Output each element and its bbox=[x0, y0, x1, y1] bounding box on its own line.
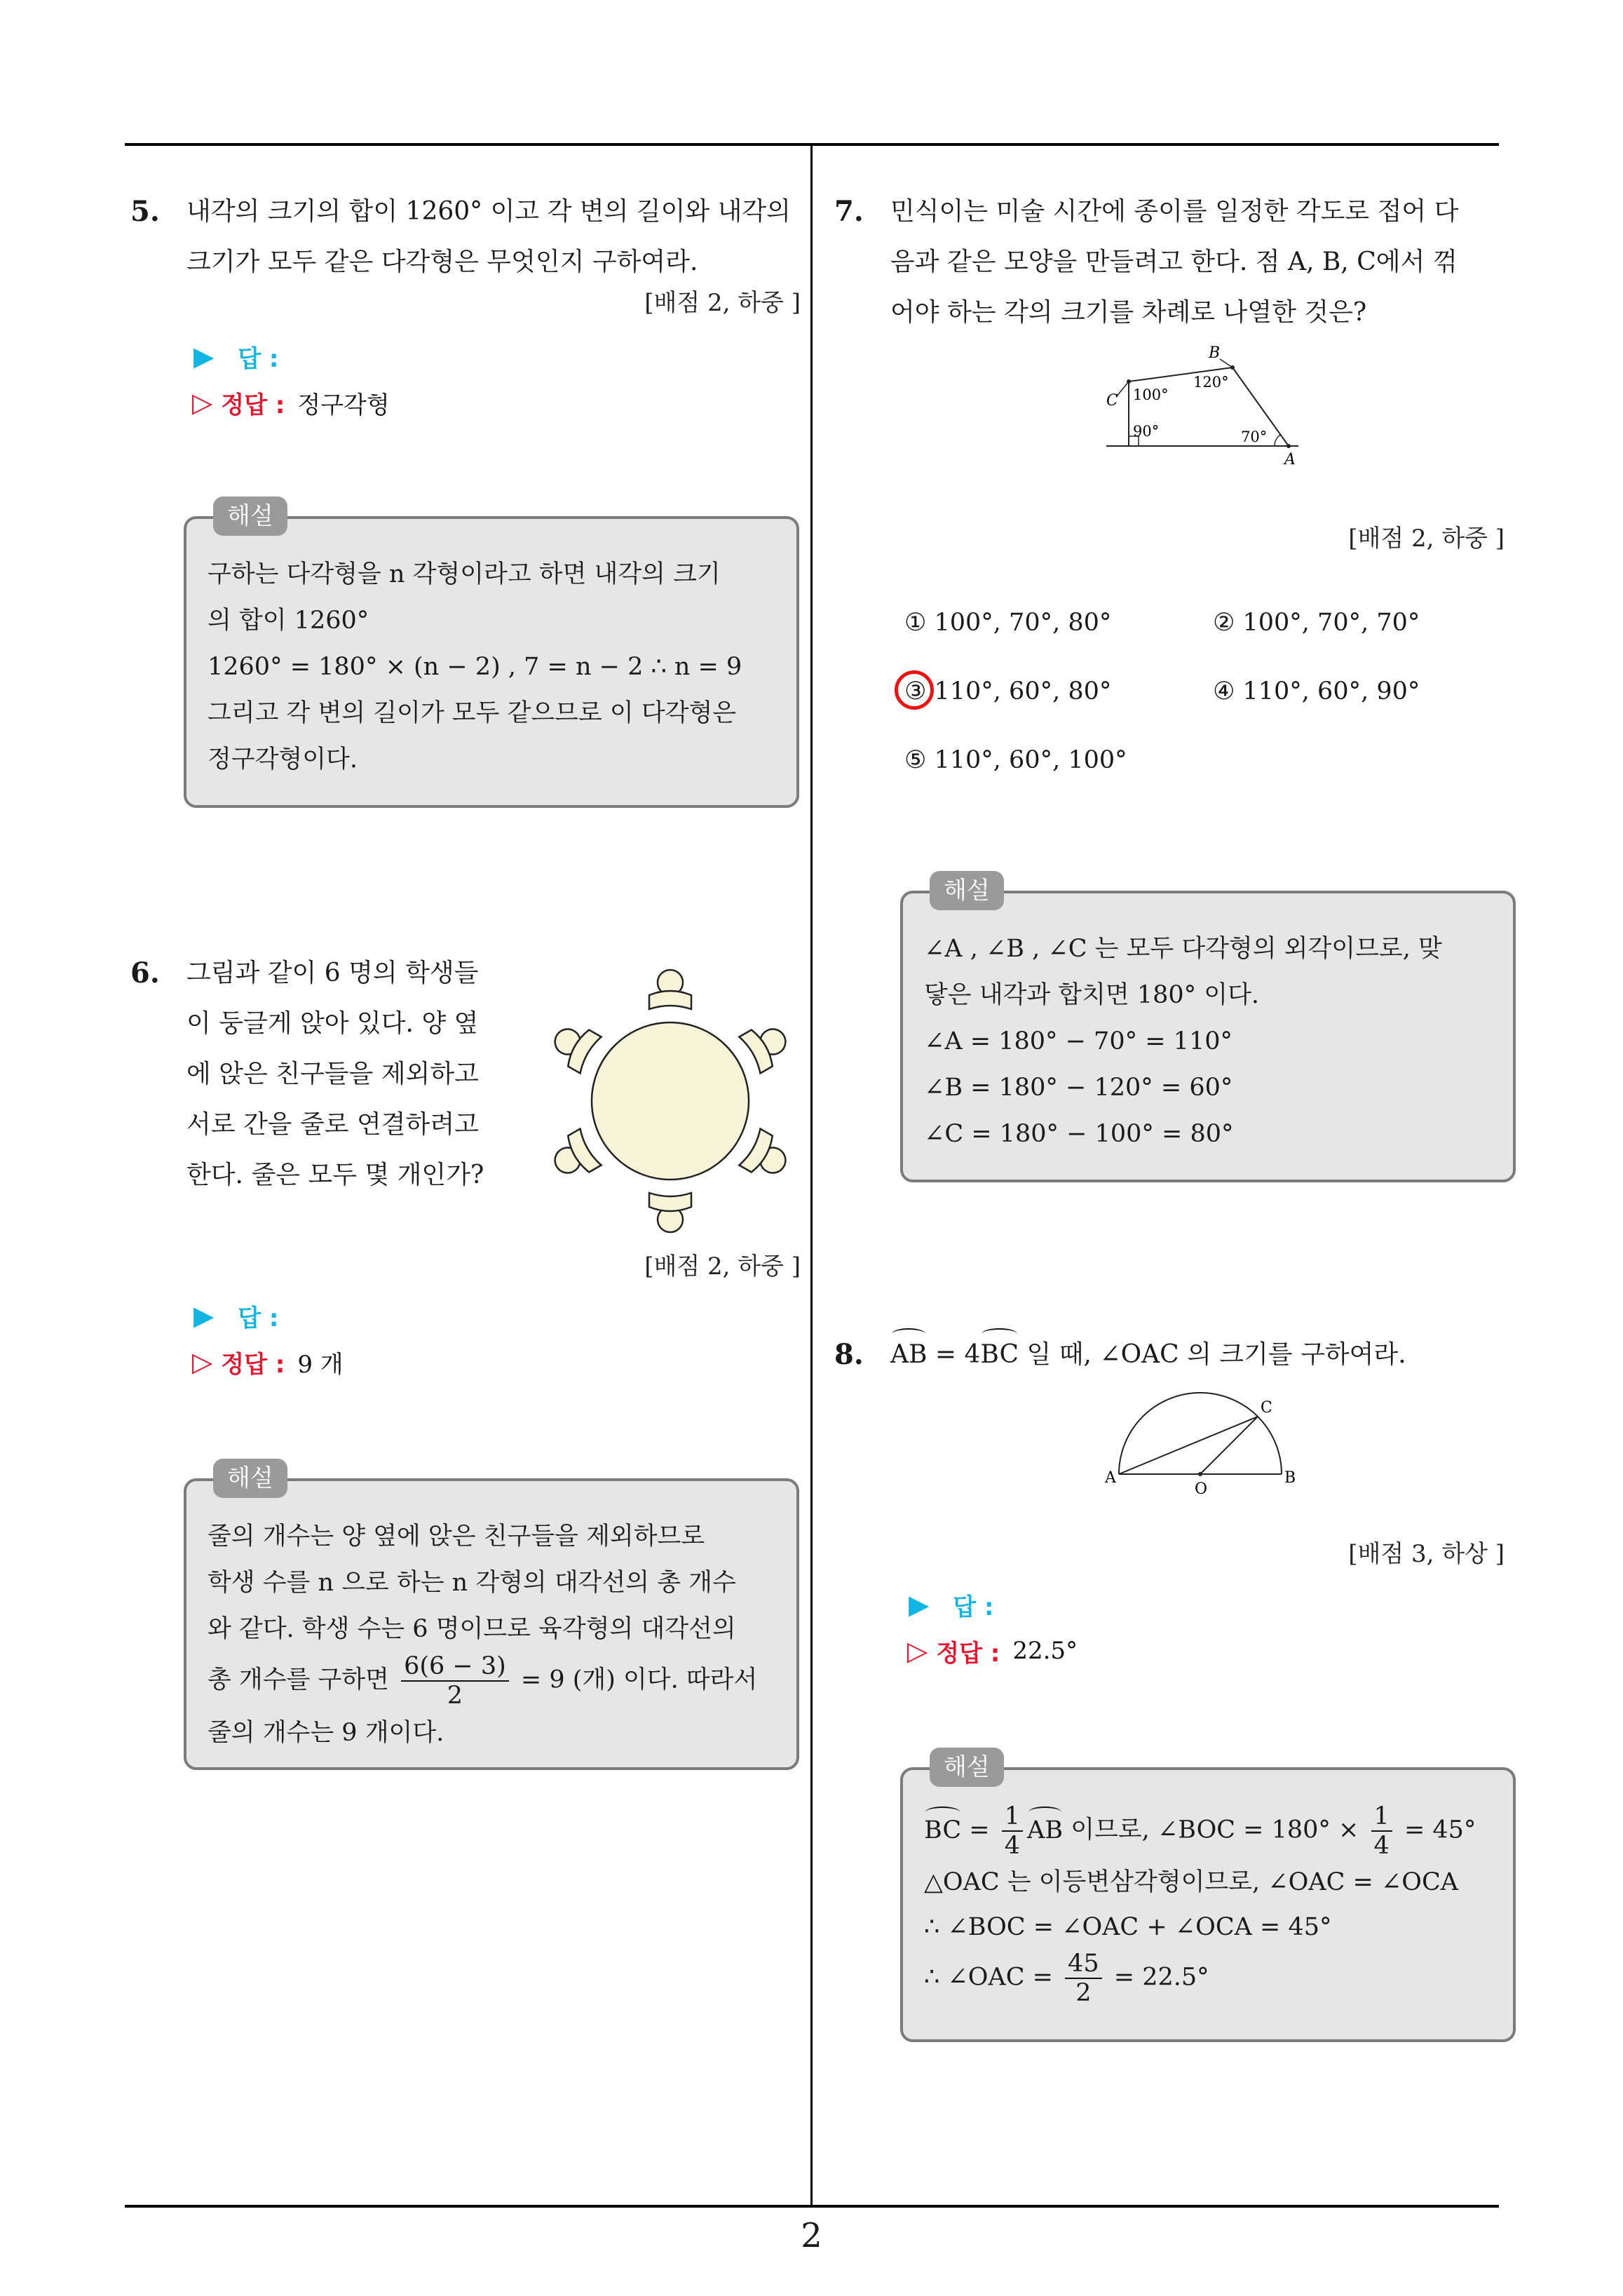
explanation-line: ∴ ∠BOC = ∠OAC + ∠OCA = 45° bbox=[924, 1913, 1332, 1941]
explanation-text: = 22.5° bbox=[1113, 1963, 1209, 1992]
score-label: [배점 2, 하중 ] bbox=[644, 1252, 801, 1281]
fraction-numerator: 45 bbox=[1065, 1950, 1102, 1979]
equals-four: = 4 bbox=[935, 1340, 981, 1369]
seat-top-right bbox=[739, 1018, 794, 1074]
explanation-box bbox=[184, 502, 799, 808]
question-5 bbox=[130, 187, 803, 292]
question-line: 그림과 같이 6 명의 학생들 bbox=[186, 959, 479, 987]
round-table-figure bbox=[537, 955, 803, 1243]
radius-oc bbox=[1200, 1417, 1258, 1474]
play-icon: ▶ bbox=[909, 1589, 930, 1620]
label-90: 90° bbox=[1133, 423, 1160, 440]
point-c bbox=[1127, 379, 1131, 384]
arc-ab: AB bbox=[890, 1330, 927, 1380]
question-text bbox=[890, 1330, 1406, 1380]
choice-4[interactable]: ④ 110°, 60°, 90° bbox=[1213, 677, 1420, 705]
explanation-box bbox=[900, 877, 1516, 1182]
explanation-line: △OAC 는 이등변삼각형이므로, ∠OAC = ∠OCA bbox=[924, 1868, 1458, 1896]
fraction bbox=[1002, 1802, 1023, 1860]
label-a: A bbox=[1284, 451, 1296, 468]
question-line: 이 둥글게 앉아 있다. 양 옆 bbox=[186, 1009, 479, 1038]
explanation-line bbox=[924, 1950, 1492, 2007]
choice-3-text: ③ 110°, 60°, 80° bbox=[904, 677, 1112, 705]
question-line: 음과 같은 모양을 만들려고 한다. 점 A, B, C에서 꺾 bbox=[890, 248, 1458, 276]
center-o bbox=[1198, 1472, 1202, 1476]
seat-bottom bbox=[649, 1193, 691, 1232]
question-line: 크기가 모두 같은 다각형은 무엇인지 구하여라. bbox=[186, 248, 698, 276]
question-line: 서로 간을 줄로 연결하려고 bbox=[186, 1110, 479, 1139]
correct-answer-label: 정답 : bbox=[936, 1639, 1000, 1668]
question-line: 어야 하는 각의 크기를 차례로 나열한 것은? bbox=[890, 298, 1367, 327]
question-7 bbox=[834, 187, 1507, 341]
explanation-tab: 해설 bbox=[930, 871, 1004, 910]
explanation-tab: 해설 bbox=[213, 497, 287, 536]
arc-bc: BC bbox=[980, 1330, 1019, 1380]
explanation-text: = 9 (개) 이다. 따라서 bbox=[520, 1666, 758, 1694]
explanation-line bbox=[924, 1802, 1492, 1860]
fraction-numerator: 1 bbox=[1371, 1802, 1392, 1832]
seat-top bbox=[649, 970, 691, 1009]
score-label: [배점 3, 하상 ] bbox=[1348, 1540, 1505, 1568]
arc-bc: BC bbox=[924, 1808, 961, 1853]
explanation-line bbox=[208, 1652, 775, 1710]
label-a: A bbox=[1105, 1469, 1116, 1487]
label-70: 70° bbox=[1241, 428, 1268, 445]
explanation-line: ∠C = 180° − 100° = 80° bbox=[924, 1120, 1234, 1148]
play-icon: ▶ bbox=[193, 341, 215, 372]
explanation-line: 닿은 내각과 합치면 180° 이다. bbox=[924, 981, 1260, 1009]
label-c: C bbox=[1106, 392, 1118, 410]
correct-answer-label: 정답 : bbox=[221, 1350, 285, 1379]
choice-3[interactable] bbox=[904, 677, 1111, 705]
answer-row[interactable] bbox=[193, 1295, 279, 1337]
fraction bbox=[1065, 1950, 1102, 2007]
explanation-text: 총 개수를 구하면 bbox=[208, 1666, 389, 1694]
explanation-line: 줄의 개수는 9 개이다. bbox=[208, 1719, 444, 1747]
folded-paper-figure bbox=[1101, 339, 1311, 470]
explanation-text: ∴ ∠OAC = bbox=[924, 1963, 1053, 1992]
answer-label: 답 : bbox=[953, 1593, 994, 1621]
equals: = bbox=[969, 1816, 990, 1844]
choice-list bbox=[904, 609, 1479, 777]
question-6 bbox=[130, 948, 551, 1201]
table-circle bbox=[592, 1022, 749, 1180]
correct-answer-row bbox=[192, 381, 390, 424]
explanation-tab: 해설 bbox=[213, 1459, 287, 1498]
answer-row[interactable] bbox=[909, 1583, 994, 1626]
fraction-numerator: 1 bbox=[1002, 1802, 1023, 1832]
correct-answer-label: 정답 : bbox=[221, 391, 285, 419]
page-number: 2 bbox=[801, 2216, 822, 2255]
label-b: B bbox=[1284, 1469, 1296, 1487]
fraction-denominator: 2 bbox=[1075, 1979, 1092, 2007]
point-a bbox=[1286, 444, 1291, 448]
question-line: 내각의 크기의 합이 1260° 이고 각 변의 길이와 내각의 bbox=[186, 197, 791, 226]
correct-answer-value: 정구각형 bbox=[297, 391, 390, 419]
correct-answer-value: 9 개 bbox=[297, 1350, 344, 1379]
explanation-box bbox=[184, 1464, 799, 1770]
score-label: [배점 2, 하중 ] bbox=[644, 289, 801, 317]
explanation-line: 구하는 다각형을 n 각형이라고 하면 내각의 크기 bbox=[208, 560, 721, 588]
question-tail: 일 때, ∠OAC 의 크기를 구하여라. bbox=[1026, 1340, 1406, 1369]
explanation-line: 정구각형이다. bbox=[208, 745, 358, 774]
question-number: 6. bbox=[130, 957, 160, 990]
answer-row[interactable] bbox=[193, 335, 279, 377]
seat-bottom-left bbox=[546, 1129, 601, 1185]
arc-ab: AB bbox=[1027, 1808, 1063, 1853]
point-b bbox=[1230, 365, 1235, 370]
explanation-text: 이므로, ∠BOC = 180° × bbox=[1071, 1816, 1359, 1844]
semicircle-arc bbox=[1119, 1393, 1282, 1474]
answer-label: 답 : bbox=[238, 1304, 279, 1332]
question-8 bbox=[834, 1330, 1507, 1386]
explanation-line: 의 합이 1260° bbox=[208, 607, 369, 635]
question-number: 7. bbox=[834, 195, 864, 228]
question-line: 에 앉은 친구들을 제외하고 bbox=[186, 1060, 479, 1088]
choice-1[interactable]: ① 100°, 70°, 80° bbox=[904, 609, 1112, 637]
fraction bbox=[401, 1652, 509, 1710]
fraction bbox=[1371, 1802, 1392, 1860]
fraction-denominator: 2 bbox=[447, 1682, 463, 1710]
fraction-numerator: 6(6 − 3) bbox=[401, 1652, 509, 1682]
explanation-tab: 해설 bbox=[930, 1748, 1004, 1787]
triangle-outline-icon: ▷ bbox=[907, 1635, 928, 1666]
question-number: 8. bbox=[834, 1338, 864, 1371]
label-c: C bbox=[1261, 1399, 1272, 1417]
question-line bbox=[890, 1330, 1406, 1380]
label-120: 120° bbox=[1193, 374, 1229, 391]
label-b: B bbox=[1209, 344, 1221, 362]
play-icon: ▶ bbox=[193, 1300, 215, 1331]
angle-arc-a bbox=[1275, 435, 1280, 446]
fraction-denominator: 4 bbox=[1373, 1832, 1390, 1860]
bottom-rule bbox=[125, 2205, 1499, 2208]
question-line: 한다. 줄은 모두 몇 개인가? bbox=[186, 1161, 484, 1189]
choice-2[interactable]: ② 100°, 70°, 70° bbox=[1213, 609, 1420, 637]
correct-answer-row bbox=[907, 1630, 1078, 1672]
explanation-line: ∠B = 180° − 120° = 60° bbox=[924, 1074, 1233, 1102]
explanation-line: 학생 수를 n 으로 하는 n 각형의 대각선의 총 개수 bbox=[208, 1569, 736, 1597]
column-divider bbox=[810, 143, 813, 2205]
label-100: 100° bbox=[1133, 386, 1169, 403]
chord-ac bbox=[1119, 1417, 1258, 1474]
semicircle-figure bbox=[1099, 1382, 1310, 1499]
explanation-line: ∠A , ∠B , ∠C 는 모두 다각형의 외각이므로, 맞 bbox=[924, 935, 1442, 963]
answer-label: 답 : bbox=[238, 344, 279, 373]
triangle-outline-icon: ▷ bbox=[192, 1346, 213, 1377]
choice-5[interactable]: ⑤ 110°, 60°, 100° bbox=[904, 746, 1127, 774]
correct-answer-row bbox=[192, 1341, 344, 1383]
question-text bbox=[890, 187, 1458, 338]
question-text bbox=[186, 187, 791, 288]
triangle-outline-icon: ▷ bbox=[192, 387, 213, 418]
ext-b bbox=[1220, 359, 1232, 367]
explanation-text: = 45° bbox=[1404, 1816, 1476, 1844]
correct-answer-value: 22.5° bbox=[1012, 1637, 1078, 1665]
label-o: O bbox=[1195, 1480, 1208, 1498]
score-label: [배점 2, 하중 ] bbox=[1348, 525, 1505, 553]
explanation-line: 1260° = 180° × (n − 2) , 7 = n − 2 ∴ n = 9 bbox=[208, 653, 742, 681]
seat-top-left bbox=[546, 1018, 601, 1074]
explanation-box bbox=[900, 1753, 1516, 2042]
question-line: 민식이는 미술 시간에 종이를 일정한 각도로 접어 다 bbox=[890, 197, 1459, 226]
selected-answer-circle bbox=[895, 670, 934, 710]
explanation-line: ∠A = 180° − 70° = 110° bbox=[924, 1027, 1232, 1055]
explanation-line: 와 같다. 학생 수는 6 명이므로 육각형의 대각선의 bbox=[208, 1615, 736, 1643]
question-text bbox=[186, 948, 484, 1201]
question-number: 5. bbox=[130, 195, 160, 228]
explanation-line: 줄의 개수는 양 옆에 앉은 친구들을 제외하므로 bbox=[208, 1522, 705, 1551]
seat-bottom-right bbox=[739, 1129, 794, 1185]
explanation-line: 그리고 각 변의 길이가 모두 같으므로 이 다각형은 bbox=[208, 699, 737, 727]
fraction-denominator: 4 bbox=[1004, 1832, 1021, 1860]
